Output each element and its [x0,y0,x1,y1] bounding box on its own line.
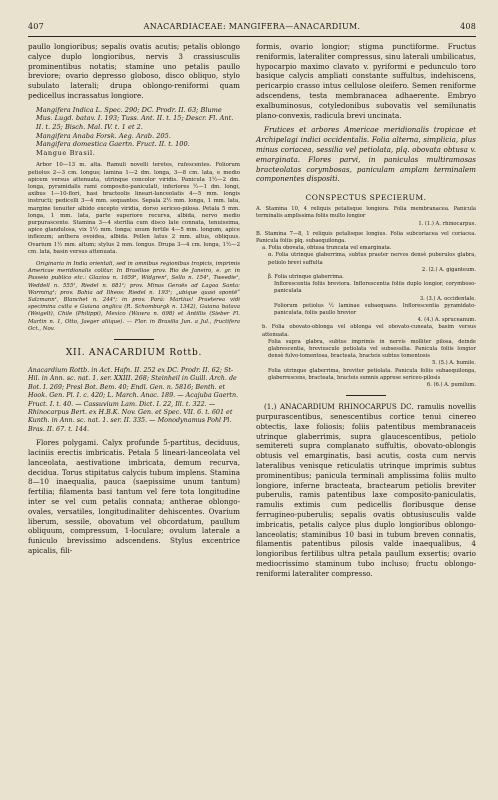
citation: Mangifera domestica Gaertn. Fruct. II. t. 100. [36,140,190,149]
genus-heading: XII. ANACARDIUM Rottb. [65,348,203,359]
citation: Mangifera Anaba Forsk. Aeg. Arab. 205. [36,131,171,140]
key-species: 6. (6.) A. pumilum. [426,382,476,389]
genus-habitat: Frutices et arbores Americae meridionalis tropicae et Archipelagi indici occidentalis. Folia alterna, simplicia, plus minus coriacea, sessilia vel petiolata, plq. obovata obtusa v. emarginata. Flores parvi, in paniculas multiramosas bracteolatas corymbosas, paniculam amplam terminalem componentes dispositi. [256,125,476,184]
key-species: 5. (5.) A. humile. [432,360,476,367]
key-text: Foliorum petiolus ½ laminae subaequans. Inflorescentia pyramidato-paniculata, foliis paullo brevior [274,302,476,316]
key-text: Inflorescentia foliis breviora. Inflorescentia foliis duplo longior, corymboso-paniculata [274,281,476,295]
citation: Mangifera Indica L. Spec. 290; DC. Prodr. II. 63; Blume Mus. Lugd. batav. I. 193; Tuss. Ant. II. t. 15; Descr. Fl. Ant. II. t. 25; Bisch. Mal. IV. t. 1 et 2. [36,105,234,131]
distribution-notes: Originaria in India orientali, sed in omnibus regionibus tropicis, imprimis Americae meridionalis colitur. In Brasiliae prov. Rio de Janeiro, e. gr. in Passeio publico etc.: Glaziou n. 1659¹, Widgren¹, Sello n. 154¹, Tweedie¹, Weddell n. 555¹, Riedel n. 681¹; prov. Minas Geraës ad Lagoa Santa: Warming¹; prov. Bahia ad Ilheos: Riedel n. 193¹; „ubique quasi spontē“ Salzmann¹, Blanchet n. 244¹; in prov. Pará: Martius! Praeterea vidi specimina culta e Guiana anglica (R. Schomburgk n. 1342), Guiana batava (Weigelt), Chile (Philippi), Mexico (Wawra n. 698) et Antillis (Sieber Fl. Martin n. 1, Otto, Jaeger aliique). — Flor. in Brasilia Jun. a Jul., fructifera Oct., Nov. [28,260,240,332]
vernacular-name: Mangue Brasil. [36,148,96,157]
conspectus-title: CONSPECTUS SPECIERUM. [305,193,427,203]
page-number-right: 408 [460,22,476,31]
right-column [256,42,476,579]
page-number-left: 407 [28,22,44,31]
key-text: Folia utrinque glaberrima, breviter petiolata. Panicula foliis subaequilonga, glaberrescens, bracteata, bracteis sumnis apprese sericeo-pilosis [268,367,476,381]
key-text: B. Stamina 7—8, 1 reliquis petalisque longius. Folia subcoriacea vel coriacea. Panicula foliis plq. subaequilonga. [256,230,476,244]
genus-description-cont: formis, ovario longior; stigma punctiforme. Fructus reniformis, lateraliter compressus, sinu laterali umbilicatus, hypocarpio maximo clavato v. pyriformi e pedunculo toro basique calycis ampliati constante suffultus, indehiscens, pericarpio crasso intus cellulose oleifero. Semen reniforme adscendens, testa membranacea adhaerente. Embryo exalbuminosus, cotyledonibus subovatis vel semilunatis plano-convexis, radicula brevi uncinata. [256,42,476,120]
species-description: (1.) ANACARDIUM RHINOCARPUS DC. ramulis novellis purpurascentibus, senescentibus cortice tenui cinereo obtectis, laxe foliosis; foliis patentibus membranaceis utrinque glaberrimis, supra glaucescentibus, petiolo semitereti supra complanato suffultis, obovato-oblongis obtusis vel emarginatis, basi acutis, costa cum nervis lateralibus venisque reticulatis utrinque imprimis subtus prominentibus; panicula terminali amplissima foliis multo longiore, inferne bracteata, bractearum petiolis breviter puberulis, ramis patentibus laxe composito-paniculatis, ramulis extimis cum pedicellis floribusque dense ferrugineo-puberulis; sepalis ovatis obtusiusculis valde imbricatis, petalis calyce plus duplo longioribus oblongo-lanceolatis; staminibus 10 basi in tubum breven connatis, filamentis patentibus pilosis valde inaequalibus, 4 longioribus fertilibus ultra petala paullum exsertis; ovario mediocrissimo staminum tubo incluso; fructu oblongo-reniformi lateraliter compresso. [256,402,476,578]
key-text: α. Folia utrinque glaberrima, subtus praeter nervos densè puberulos glabra, petiolo brevi suffulta [268,252,476,266]
key-text: b. Folia obovato-oblonga vel oblonga vel obovato-cuneata, basim versus attenuata. [262,324,476,338]
key-entry [256,206,476,228]
key-entry [256,231,476,389]
genus-citation: Anacardium Rottb. in Act. Hafn. II. 252 ex DC. Prodr. II. 62; St-Hil. in Ann. sc. nat. 1. ser. XXIII. 268; Steinheil in Guill. Arch. de Bot. I. 269; Presl Bot. Bem. 40; Endl. Gen. n. 5816; Benth. et Hook. Gen. Pl. I. c. 420; L. March. Anac. 189. — Acajuba Gaertn. Fruct. I. t. 40. — Cassuvium Lam. Dict. I. 22, Ill. t. 322. — Rhinocarpus Bert. ex H.B.K. Nov. Gen. et Spec. VII. 6. t. 601 et Kunth. in Ann. sc. nat. 1. ser. II. 335. — Monodynamus Pohl Pl. Bras. II. 67. t. 144. [28,366,239,433]
morphology-notes: Arbor 10—13 m. alta. Ramuli novelli teretes, rufescentes. Foliorum petiolus 2—3 cm. longus; lamina 1—2 dm. longa, 3—8 cm. lata, e medio apicem versus attenuata, utrinque concolor viridis. Panicula 1½—2 dm. longa, pyramidalis rami composito-paniculati, inferiores ½—1 dm. longi, axibus 1—10-flori, hasi bracteolis lineari-lanceolatis 4—5 mm. longis instructi; pedicelli 3—4 mm. sequantes. Sepala 2½ mm. longa, 1 mm. lata, margine tenuiter albido excepto viridia, dorso sericeo-pilosa. Petala 5 mm. longa, 1 mm. lata, parte superiore recurva, albida, nervo medio purpurascente. Stamina 3—4 sterilia cum disco late connata, tenuissima, apice glandulosa, vix 1½ mm. longa; unum fertile 4—5 mm. longum, apice inflexum; anthera ovoidea, albida. Pollen latus 2 mm. altus, obliquus. Ovarium 1½ mm. altum; stylus 2 mm. longus. Drupa 3—4 cm. longa, 1½—2 cm. lata, basin versus attenuata. [28,162,240,255]
section-divider [114,339,154,340]
species-description: paullo longioribus; sepalis ovatis acutis; petalis oblongo calyce duplo longioribus, nervis 3 crassiusculis prominentibus notatis; stamine uno petalis paullo breviore; ovario depresso globoso, disco obliquo, stylo subulato laterali; drupa oblongo-reniformi quam pedicellus incrassatus longiore. [28,42,240,100]
genus-description: Flores polygami. Calyx profunde 5-partitus, deciduus, laciniis erectis imbricatis. Petala 5 lineari-lanceolata vel lanceolata, aestivatione imbricata, demum recurva, decidua. Torus stipitatus calycis tubum implens. Stamina 8—10 inaequalia, pauca (saepissime unum tantum) fertilia; filamenta basi tantum vel fere tota longitudine inter se vel cum petalis connata; antherae oblongo-ovales, versatiles, longitudinaliter dehiscentes. Ovarium liberum, sessile, obovatum vel obcordatum, paullum obliquum, compressum, 1-loculare; ovulum laterale a funiculo brevissimo adscendens. Stylus excentrice apicalis, fili- [28,438,240,556]
section-divider [346,395,386,396]
key-text: β. Folia utrinque glaberrima. [268,273,344,280]
key-text: A. Stamina 10, 4 reliquis petalisque longiora. Folia membranacea. Panicula terminalis amplissima foliis multo longior [256,206,476,220]
key-text: a. Folia obovata, obtusa truncata vel emarginata. [262,245,392,252]
key-species: 1. (1.) A. rhinocarpus. [418,220,476,227]
key-species: 2. (2.) A. giganteum. [421,266,476,273]
key-text: Folia supra glabra, subtus imprimis in nervis molliter pilosa, deinde glabrescentia, breviuscule petiolata vel subsessilia. Panicula foliis longior densè fulvo-tomentosa, bracteata, bracteis subtus tomentosis [268,338,476,360]
key-species: 3. (3.) A. occidentale. [419,295,476,302]
header-rule [28,36,476,37]
left-column [28,42,240,556]
running-header [28,22,476,34]
key-species: 4. (4.) A. spruceanum. [417,317,476,324]
running-title: ANACARDIACEAE: MANGIFERA—ANACARDIUM. [143,22,361,31]
